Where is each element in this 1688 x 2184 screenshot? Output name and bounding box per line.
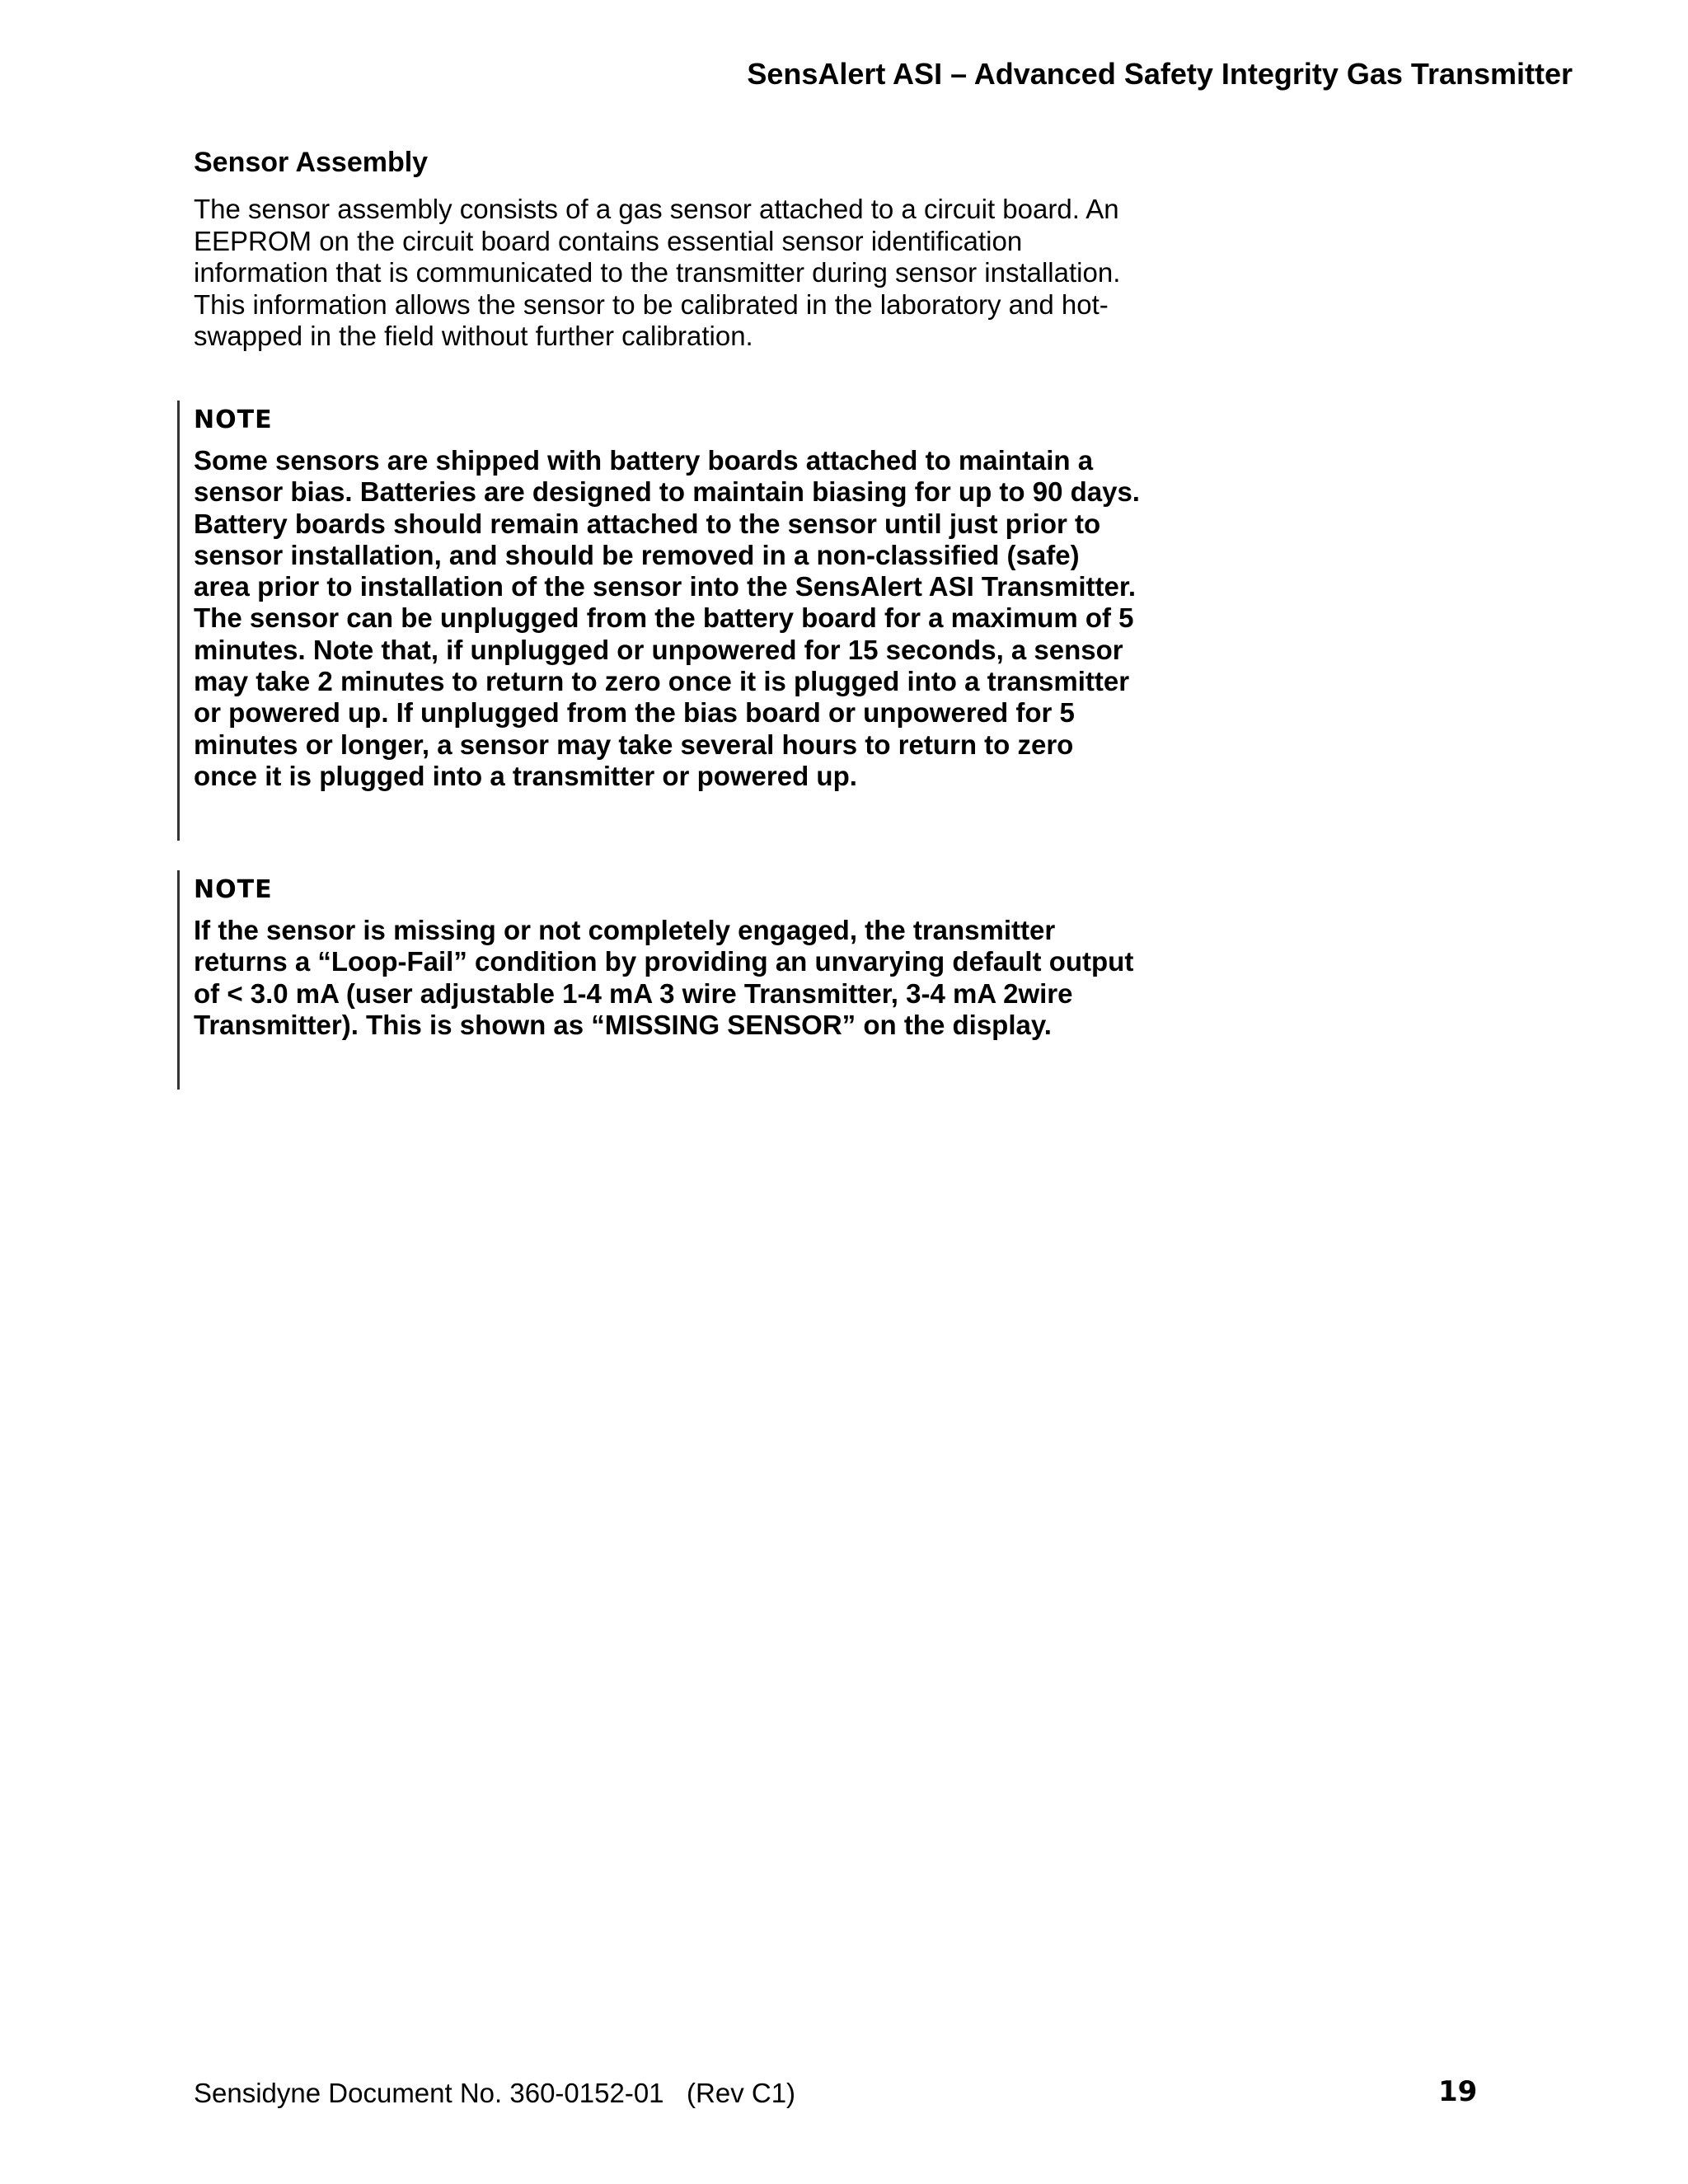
page-header-title: SensAlert ASI – Advanced Safety Integrity Gas Transmitter xyxy=(747,57,1573,91)
note-text: If the sensor is missing or not completely engaged, the transmitter returns a “Loop-Fail” condition by providing an unvarying default output of < 3.0 mA (user adjustable 1-4 mA 3 wire Transmitter, 3-4 mA 2wire Transmitter). This is shown as “MISSING SENSOR” on the display. xyxy=(194,915,1134,1040)
note-box-missing-sensor xyxy=(177,870,1142,1090)
note-label: NOTE xyxy=(194,875,273,904)
note-label: NOTE xyxy=(194,405,273,434)
section-sensor-assembly xyxy=(194,144,1142,353)
footer-page-number: 19 xyxy=(1438,2075,1478,2108)
footer-document-number: Sensidyne Document No. 360-0152-01 (Rev C1) xyxy=(194,2078,796,2108)
note-text: Some sensors are shipped with battery boards attached to maintain a sensor bias. Batteries are designed to maintain biasing for up to 90 days. Battery boards should remain attached to the sensor until just prior to sensor installation, and should be removed in a non-classified (safe) area prior to installation of the sensor into the SensAlert ASI Transmitter. The sensor can be unplugged from the battery board for a maximum of 5 minutes. Note that, if unplugged or unpowered for 15 seconds, a sensor may take 2 minutes to return to zero once it is plugged into a transmitter or powered up. If unplugged from the bias board or unpowered for 5 minutes or longer, a sensor may take several hours to return to zero once it is plugged into a transmitter or powered up. xyxy=(194,445,1140,791)
note-box-battery-boards xyxy=(177,401,1142,841)
section-paragraph: The sensor assembly consists of a gas sensor attached to a circuit board. An EEPROM on the circuit board contains essential sensor identification information that is communicated to the transmitter during sensor installation. This information allows the sensor to be calibrated in the laboratory and hot-swapped in the field without further calibration. xyxy=(194,194,1121,352)
section-heading: Sensor Assembly xyxy=(194,147,429,178)
